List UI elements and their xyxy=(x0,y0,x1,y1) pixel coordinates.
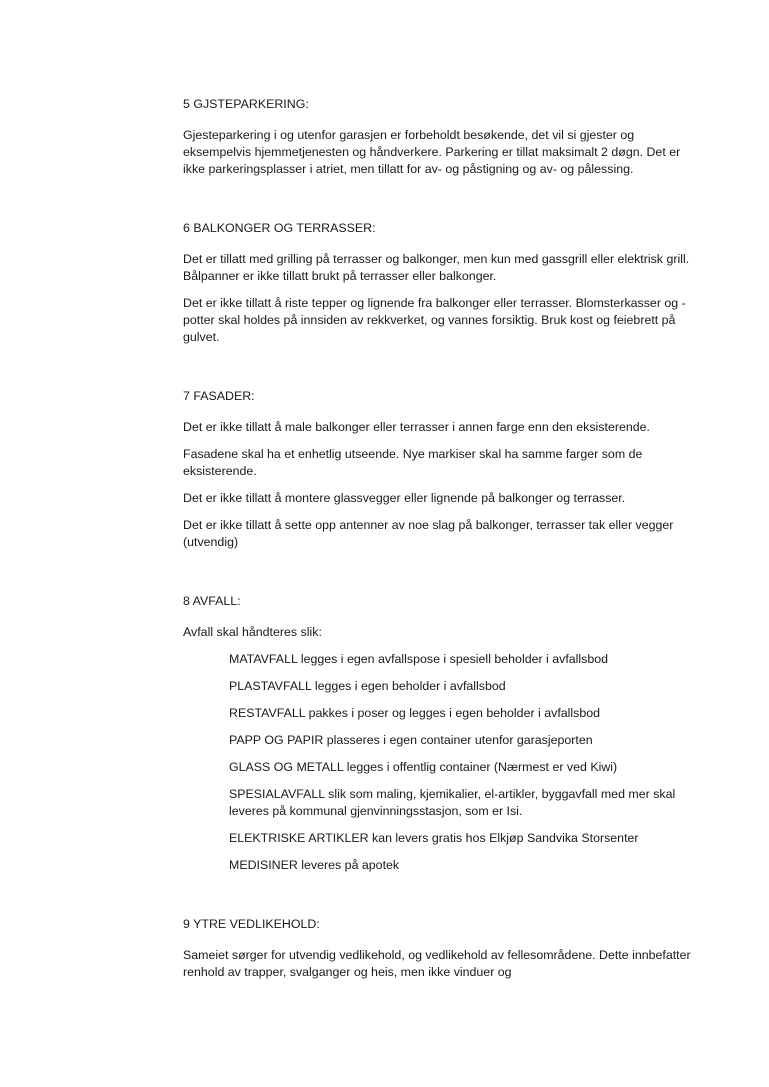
section-heading: 7 FASADER: xyxy=(183,389,255,403)
list-item: SPESIALAVFALL slik som maling, kjemikalier, el-artikler, byggavfall med mer skal leveres på kommunal gjenvinningsstasjon, som er Isi. xyxy=(229,787,676,818)
section-heading: 6 BALKONGER OG TERRASSER: xyxy=(183,221,376,235)
paragraph: Sameiet sørger for utvendig vedlikehold, og vedlikehold av fellesområdene. Dette innbefatter renhold av trapper, svalganger og heis, men ikke vinduer og xyxy=(183,948,691,979)
section-fasader xyxy=(183,388,703,551)
list-item: MATAVFALL legges i egen avfallspose i spesiell beholder i avfallsbod xyxy=(229,652,609,666)
section-ytre-vedlikehold xyxy=(183,916,703,981)
section-heading: 5 GJSTEPARKERING: xyxy=(183,97,309,111)
section-avfall xyxy=(183,593,703,874)
paragraph: Det er ikke tillatt å montere glassvegger eller lignende på balkonger og terrasser. xyxy=(183,491,626,505)
paragraph: Gjesteparkering i og utenfor garasjen er forbeholdt besøkende, det vil si gjester og eksempelvis hjemmetjenesten og håndverkere. Parkering er tillat maksimalt 2 døgn. Det er ikke parkeringsplasser i atriet, men tillatt for av- og påstigning og av- og pålessing. xyxy=(183,128,681,176)
paragraph: Det er ikke tillatt å sette opp antenner av noe slag på balkonger, terrasser tak eller vegger (utvendig) xyxy=(183,518,674,549)
paragraph: Det er ikke tillatt å male balkonger eller terrasser i annen farge enn den eksisterende. xyxy=(183,420,650,434)
document-page xyxy=(183,96,703,991)
list-item: PAPP OG PAPIR plasseres i egen container utenfor garasjeporten xyxy=(229,733,593,747)
list-item: ELEKTRISKE ARTIKLER kan levers gratis hos Elkjøp Sandvika Storsenter xyxy=(229,831,639,845)
paragraph: Avfall skal håndteres slik: xyxy=(183,625,322,639)
section-gjesteparkering xyxy=(183,96,703,178)
list-item: GLASS OG METALL legges i offentlig container (Nærmest er ved Kiwi) xyxy=(229,760,618,774)
paragraph: Fasadene skal ha et enhetlig utseende. Nye markiser skal ha samme farger som de eksisterende. xyxy=(183,447,643,478)
section-heading: 9 YTRE VEDLIKEHOLD: xyxy=(183,917,320,931)
list-item: MEDISINER leveres på apotek xyxy=(229,858,400,872)
section-balkonger-og-terrasser xyxy=(183,220,703,346)
list-item: RESTAVFALL pakkes i poser og legges i egen beholder i avfallsbod xyxy=(229,706,601,720)
paragraph: Det er ikke tillatt å riste tepper og lignende fra balkonger eller terrasser. Blomsterkasser og -potter skal holdes på innsiden av rekkverket, og vannes forsiktig. Bruk kost og feiebrett på gulvet. xyxy=(183,296,686,344)
waste-list xyxy=(183,651,703,874)
paragraph: Det er tillatt med grilling på terrasser og balkonger, men kun med gassgrill eller elektrisk grill. Bålpanner er ikke tillatt brukt på terrasser eller balkonger. xyxy=(183,252,690,283)
section-heading: 8 AVFALL: xyxy=(183,594,241,608)
list-item: PLASTAVFALL legges i egen beholder i avfallsbod xyxy=(229,679,506,693)
